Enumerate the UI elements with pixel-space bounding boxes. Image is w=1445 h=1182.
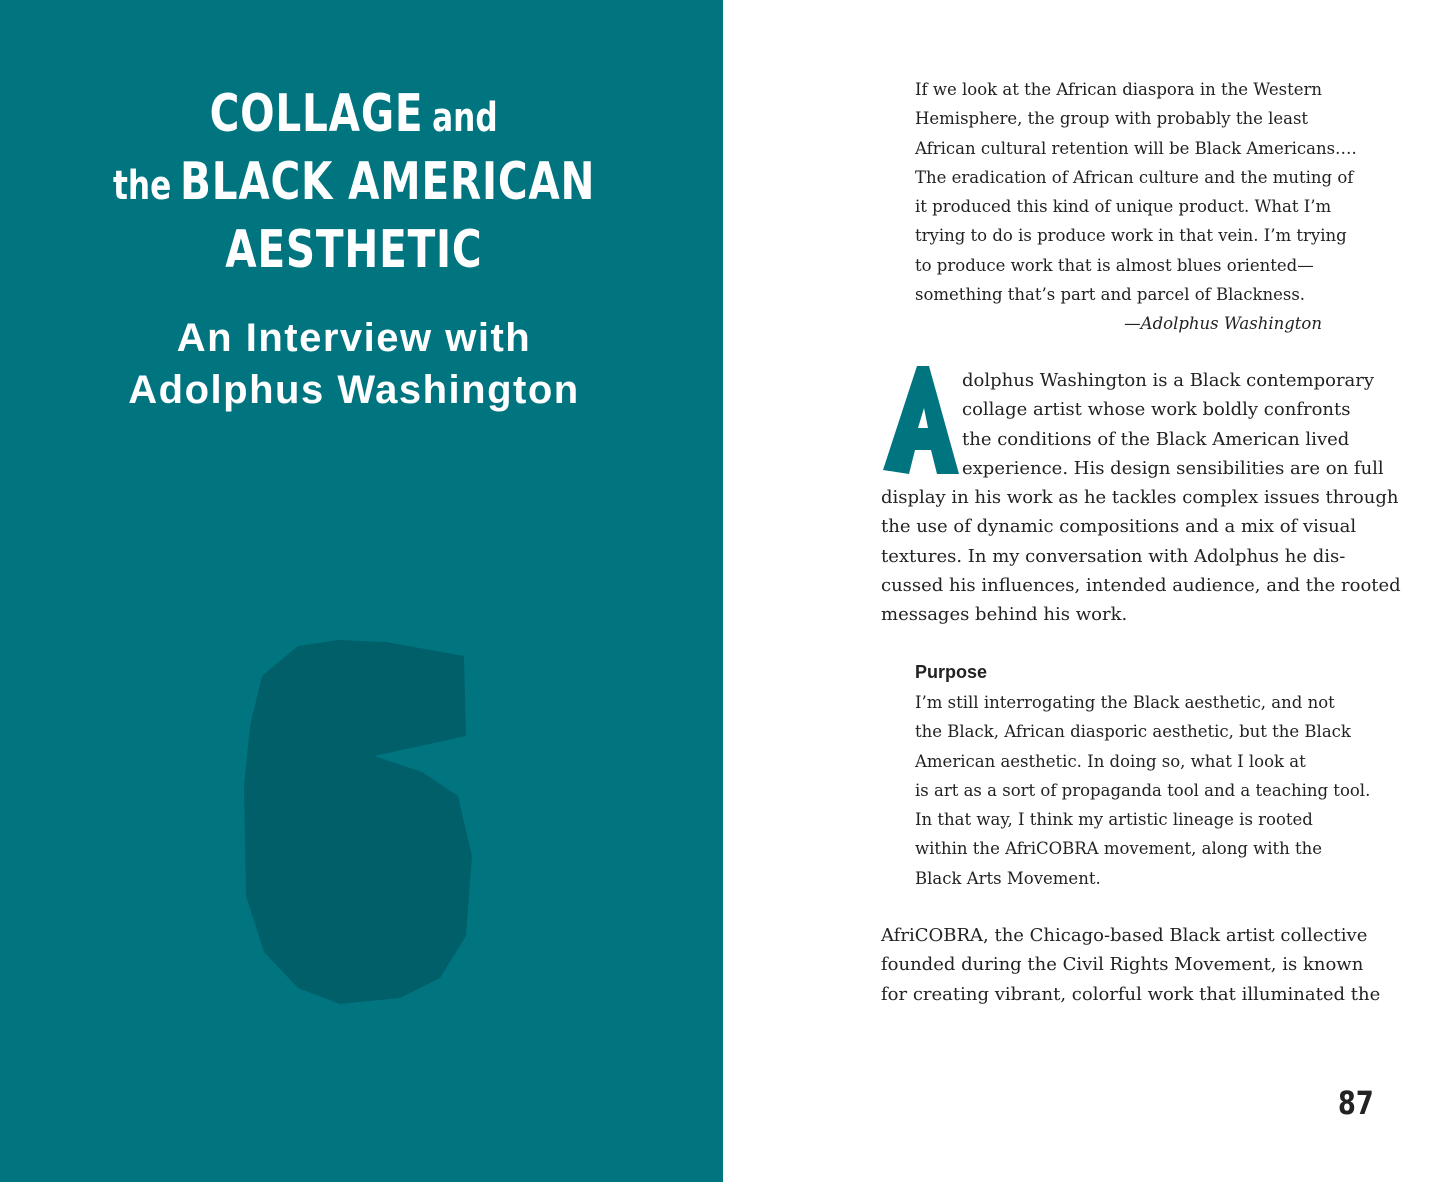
epigraph-line: trying to do is produce work in that vein. I’m trying: [915, 226, 1347, 246]
body-line: textures. In my conversation with Adolphus he dis-: [881, 545, 1346, 567]
epigraph-line: If we look at the African diaspora in the Western: [915, 80, 1322, 99]
chapter-subtitle-line-1: An Interview with: [176, 316, 532, 360]
body-line: cussed his influences, intended audience, and the rooted: [881, 575, 1401, 597]
chapter-title-word-aesthetic: AESTHETIC: [225, 220, 483, 280]
quote-line: is art as a sort of propaganda tool and a teaching tool.: [915, 780, 1371, 800]
body-line: the conditions of the Black American lived: [962, 428, 1350, 450]
epigraph-line: African cultural retention will be Black Americans….: [915, 138, 1357, 158]
intro-paragraph: [881, 366, 1401, 630]
body-line: dolphus Washington is a Black contemporary: [962, 370, 1375, 391]
text-page: [723, 0, 1445, 1182]
chapter-title-word-the: the: [112, 163, 172, 209]
body-line: collage artist whose work boldly confronts: [962, 399, 1351, 421]
epigraph-line: it produced this kind of unique product. What I’m: [915, 197, 1332, 217]
epigraph-quote: [915, 75, 1355, 309]
closing-paragraph: [881, 921, 1381, 1009]
quote-line: In that way, I think my artistic lineage is rooted: [915, 810, 1313, 830]
chapter-title: [0, 80, 708, 284]
chapter-number-six-shape: [244, 640, 472, 1004]
quote-line: I’m still interrogating the Black aesthetic, and not: [915, 693, 1335, 712]
chapter-number-six-graphic: [240, 636, 480, 1006]
chapter-subtitle-line-2: Adolphus Washington: [128, 368, 580, 412]
epigraph-text: [915, 75, 1355, 309]
chapter-title-words-black-american: BLACK AMERICAN: [179, 152, 596, 212]
epigraph-attribution: —Adolphus Washington: [1124, 314, 1322, 333]
quote-line: the Black, African diasporic aesthetic, but the Black: [915, 722, 1351, 742]
chapter-title-word-and: and: [432, 95, 499, 141]
epigraph-line: Hemisphere, the group with probably the least: [915, 109, 1309, 129]
body-line: the use of dynamic compositions and a mix of visual: [881, 516, 1357, 538]
page-number: 87: [1338, 1084, 1374, 1122]
section-heading-purpose: Purpose: [915, 662, 988, 682]
chapter-title-line-2: [0, 148, 708, 216]
quote-line: American aesthetic. In doing so, what I look at: [915, 751, 1306, 771]
purpose-quote: [915, 688, 1371, 893]
epigraph-line: something that’s part and parcel of Blackness.: [915, 285, 1306, 305]
chapter-title-word-collage: COLLAGE: [209, 84, 424, 144]
body-line: experience. His design sensibilities are on full: [962, 457, 1384, 479]
epigraph-line: The eradication of African culture and the muting of: [915, 167, 1354, 187]
chapter-subtitle: [0, 312, 708, 416]
body-line: for creating vibrant, colorful work that illuminated the: [881, 983, 1381, 1005]
body-line: AfriCOBRA, the Chicago-based Black artist collective: [881, 925, 1368, 946]
chapter-title-line-3: [0, 216, 708, 284]
quote-line: within the AfriCOBRA movement, along with the: [915, 839, 1323, 859]
chapter-title-line-1: [0, 80, 708, 148]
quote-line: Black Arts Movement.: [915, 868, 1101, 888]
body-line: messages behind his work.: [881, 604, 1128, 626]
body-line: display in his work as he tackles complex issues through: [881, 487, 1399, 509]
body-line: founded during the Civil Rights Movement, is known: [881, 954, 1364, 976]
epigraph-line: to produce work that is almost blues oriented—: [915, 255, 1314, 275]
